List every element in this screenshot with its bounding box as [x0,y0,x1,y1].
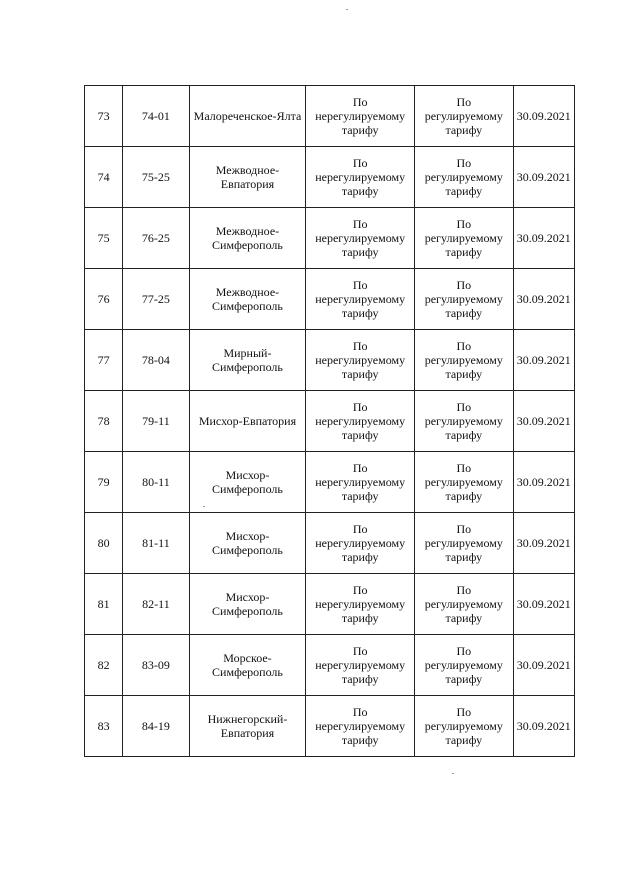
date: 30.09.2021 [513,330,574,391]
row-number: 76 [85,269,123,330]
route-code: 81-11 [123,513,189,574]
route-name: Межводное-Симферополь [189,269,306,330]
route-code: 77-25 [123,269,189,330]
table-row [85,269,575,330]
scan-speck [346,9,348,10]
date: 30.09.2021 [513,391,574,452]
table-row [85,86,575,147]
tariff-type-2: По регулируемому тарифу [414,330,513,391]
row-number: 83 [85,696,123,757]
tariff-type: По нерегулируемому тарифу [306,696,415,757]
tariff-type-2: По регулируемому тарифу [414,269,513,330]
route-code: 79-11 [123,391,189,452]
route-name: Мисхор-Симферополь [189,513,306,574]
row-number: 75 [85,208,123,269]
route-code: 82-11 [123,574,189,635]
table-row [85,208,575,269]
route-name: Малореченское-Ялта [189,86,306,147]
route-name: Межводное-Симферополь [189,208,306,269]
table-row [85,330,575,391]
tariff-type: По нерегулируемому тарифу [306,513,415,574]
route-code: 78-04 [123,330,189,391]
tariff-type-2: По регулируемому тарифу [414,208,513,269]
route-name: Морское-Симферополь [189,635,306,696]
route-code: 80-11 [123,452,189,513]
row-number: 74 [85,147,123,208]
tariff-type: По нерегулируемому тарифу [306,208,415,269]
scan-speck [203,506,205,507]
routes-table [84,85,575,757]
date: 30.09.2021 [513,696,574,757]
tariff-type: По нерегулируемому тарифу [306,86,415,147]
route-code: 74-01 [123,86,189,147]
route-name: Нижнегорский-Евпатория [189,696,306,757]
tariff-type: По нерегулируемому тарифу [306,269,415,330]
tariff-type-2: По регулируемому тарифу [414,513,513,574]
table-row [85,147,575,208]
tariff-type-2: По регулируемому тарифу [414,452,513,513]
row-number: 73 [85,86,123,147]
route-name: Мисхор-Симферополь [189,574,306,635]
route-name: Мисхор-Симферополь [189,452,306,513]
tariff-type-2: По регулируемому тарифу [414,696,513,757]
route-name: Мирный-Симферополь [189,330,306,391]
table-row [85,574,575,635]
date: 30.09.2021 [513,147,574,208]
date: 30.09.2021 [513,513,574,574]
row-number: 82 [85,635,123,696]
date: 30.09.2021 [513,574,574,635]
table-row [85,391,575,452]
route-code: 76-25 [123,208,189,269]
row-number: 81 [85,574,123,635]
row-number: 80 [85,513,123,574]
route-name: Межводное-Евпатория [189,147,306,208]
tariff-type: По нерегулируемому тарифу [306,330,415,391]
route-name: Мисхор-Евпатория [189,391,306,452]
scan-speck [452,773,454,774]
routes-table-body [85,86,575,757]
tariff-type-2: По регулируемому тарифу [414,391,513,452]
tariff-type-2: По регулируемому тарифу [414,574,513,635]
table-row [85,635,575,696]
table-row [85,452,575,513]
row-number: 78 [85,391,123,452]
row-number: 79 [85,452,123,513]
row-number: 77 [85,330,123,391]
route-code: 75-25 [123,147,189,208]
tariff-type-2: По регулируемому тарифу [414,147,513,208]
date: 30.09.2021 [513,208,574,269]
tariff-type-2: По регулируемому тарифу [414,86,513,147]
date: 30.09.2021 [513,635,574,696]
tariff-type: По нерегулируемому тарифу [306,391,415,452]
date: 30.09.2021 [513,269,574,330]
tariff-type: По нерегулируемому тарифу [306,147,415,208]
tariff-type: По нерегулируемому тарифу [306,635,415,696]
table-row [85,513,575,574]
tariff-type: По нерегулируемому тарифу [306,574,415,635]
table-row [85,696,575,757]
tariff-type: По нерегулируемому тарифу [306,452,415,513]
tariff-type-2: По регулируемому тарифу [414,635,513,696]
date: 30.09.2021 [513,452,574,513]
route-code: 83-09 [123,635,189,696]
route-code: 84-19 [123,696,189,757]
date: 30.09.2021 [513,86,574,147]
